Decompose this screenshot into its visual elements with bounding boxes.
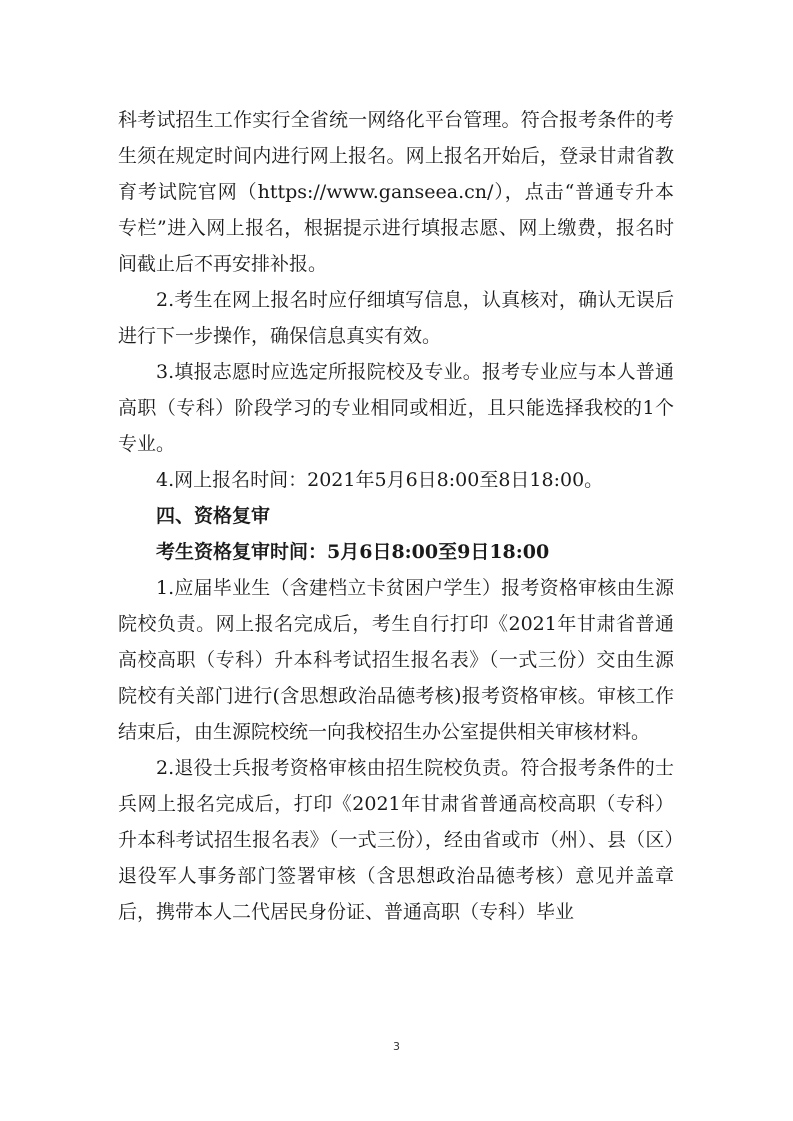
body-paragraph: 4.网上报名时间：2021年5月6日8:00至8日18:00。 [156,469,604,491]
document-body [118,102,674,930]
subsection-heading: 考生资格复审时间：5月6日8:00至9日18:00 [156,541,550,563]
body-paragraph: 3.填报志愿时应选定所报院校及专业。报考专业应与本人普通高职（专科）阶段学习的专业相同或相近，且只能选择我校的1个专业。 [118,361,674,455]
page-number: 3 [393,1040,400,1053]
section-heading: 四、资格复审 [156,505,271,527]
body-paragraph: 科考试招生工作实行全省统一网络化平台管理。符合报考条件的考生须在规定时间内进行网上报名。网上报名开始后，登录甘肃省教育考试院官网（https://www.ganseea.cn/），点击“普通专升本专栏”进入网上报名，根据提示进行填报志愿、网上缴费，报名时间截止后不再安排补报。 [118,109,674,275]
body-paragraph: 1.应届毕业生（含建档立卡贫困户学生）报考资格审核由生源院校负责。网上报名完成后，考生自行打印《2021年甘肃省普通高校高职（专科）升本科考试招生报名表》（一式三份）交由生源院校有关部门进行(含思想政治品德考核)报考资格审核。审核工作结束后，由生源院校统一向我校招生办公室提供相关审核材料。 [118,577,674,743]
body-paragraph: 2.考生在网上报名时应仔细填写信息，认真核对，确认无误后进行下一步操作，确保信息真实有效。 [118,289,674,347]
body-paragraph: 2.退役士兵报考资格审核由招生院校负责。符合报考条件的士兵网上报名完成后，打印《2021年甘肃省普通高校高职（专科）升本科考试招生报名表》（一式三份），经由省或市（州）、县（区）退役军人事务部门签署审核（含思想政治品德考核）意见并盖章后，携带本人二代居民身份证、普通高职（专科）毕业 [118,757,674,923]
